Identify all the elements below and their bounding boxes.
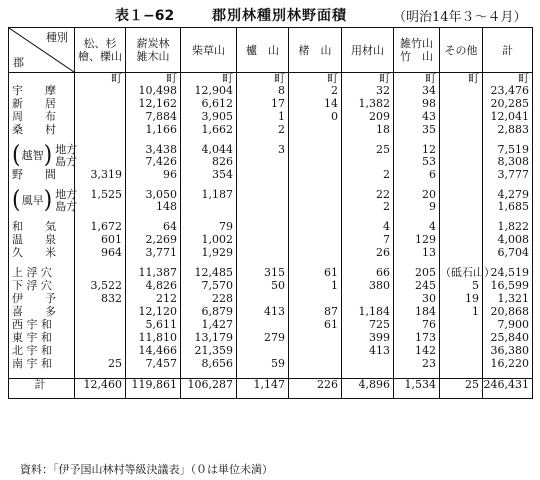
column-header: 松、杉 檜、櫟山	[75, 28, 126, 73]
table-row	[9, 98, 533, 111]
column-header: 薪炭林 雑木山	[126, 28, 181, 73]
table-cell: 12,904	[181, 85, 237, 98]
table-cell: 24,519	[483, 267, 533, 280]
district-label: 上 浮 穴	[9, 267, 75, 280]
unit-cell: 町	[237, 73, 289, 86]
table-cell: 8,656	[181, 358, 237, 371]
table-cell: 4,008	[483, 234, 533, 247]
table-cell	[181, 144, 237, 169]
forest-area-table	[8, 27, 533, 399]
table-cell	[394, 144, 440, 169]
total-cell: 1,534	[394, 379, 440, 399]
table-row	[9, 124, 533, 137]
table-cell: 315	[237, 267, 289, 280]
table-row	[9, 182, 533, 189]
table-cell: 380	[342, 280, 394, 293]
table-cell: 1	[237, 111, 289, 124]
table-cell	[289, 234, 342, 247]
table-cell	[289, 189, 342, 214]
table-cell: 245	[394, 280, 440, 293]
table-cell	[483, 144, 533, 169]
value: 9	[429, 200, 436, 213]
table-cell	[75, 85, 126, 98]
column-header: 楮 山	[289, 28, 342, 73]
table-cell: 79	[181, 221, 237, 234]
table-cell: 2,269	[126, 234, 181, 247]
value: 7,426	[145, 155, 177, 168]
total-cell: 106,287	[181, 379, 237, 399]
table-row	[9, 247, 533, 260]
table-cell: 7	[342, 234, 394, 247]
table-cell: 3,905	[181, 111, 237, 124]
total-cell: 12,460	[75, 379, 126, 399]
table-cell: 10,498	[126, 85, 181, 98]
table-cell: 20,285	[483, 98, 533, 111]
unit-cell: 町	[181, 73, 237, 86]
table-cell: 96	[126, 169, 181, 182]
table-cell: 1,929	[181, 247, 237, 260]
table-row	[9, 144, 533, 169]
table-cell	[289, 358, 342, 371]
table-cell: 16,599	[483, 280, 533, 293]
table-cell: 601	[75, 234, 126, 247]
table-cell	[237, 144, 289, 169]
district-subdivision: 島方	[55, 200, 78, 213]
table-cell	[289, 124, 342, 137]
table-cell	[440, 221, 483, 234]
table-cell: 3,319	[75, 169, 126, 182]
table-cell: 399	[342, 332, 394, 345]
table-cell: 1,662	[181, 124, 237, 137]
table-cell	[75, 332, 126, 345]
table-cell: 36,380	[483, 345, 533, 358]
table-cell	[237, 234, 289, 247]
total-cell: 119,861	[126, 379, 181, 399]
table-cell	[342, 189, 394, 214]
table-cell: 1	[289, 280, 342, 293]
unit-row	[9, 73, 533, 86]
table-cell: 354	[181, 169, 237, 182]
table-cell: 11,387	[126, 267, 181, 280]
table-cell: 26	[342, 247, 394, 260]
table-cell: （砥石山）	[440, 266, 495, 279]
table-cell: 6	[394, 169, 440, 182]
table-cell: 5,611	[126, 319, 181, 332]
district-label: 桑 村	[9, 124, 75, 137]
table-cell: 21,359	[181, 345, 237, 358]
district-label: 新 居	[9, 98, 75, 111]
district-group-name: 越智	[21, 149, 44, 162]
table-cell: 14,466	[126, 345, 181, 358]
district-group-name: 風早	[21, 194, 44, 207]
total-cell: 1,147	[237, 379, 289, 399]
unit-cell: 町	[483, 73, 533, 86]
table-cell: 8	[237, 85, 289, 98]
unit-cell: 町	[394, 73, 440, 86]
district-label: 宇 摩	[9, 85, 75, 98]
value: 826	[212, 155, 233, 168]
table-cell: 725	[342, 319, 394, 332]
district-label: 周 布	[9, 111, 75, 124]
table-cell: 2	[237, 124, 289, 137]
table-cell	[440, 111, 483, 124]
table-row	[9, 137, 533, 144]
table-cell: 23,476	[483, 85, 533, 98]
table-cell: 3,522	[75, 280, 126, 293]
column-header: 柴草山	[181, 28, 237, 73]
table-cell: 14	[289, 98, 342, 111]
district-label: 南 宇 和	[9, 358, 75, 371]
district-label: 和 気	[9, 221, 75, 234]
table-cell	[237, 189, 289, 214]
table-cell: 43	[394, 111, 440, 124]
unit-cell: 町	[126, 73, 181, 86]
table-cell: 50	[237, 280, 289, 293]
table-cell: 3,771	[126, 247, 181, 260]
table-cell: 0	[289, 111, 342, 124]
value: 25	[376, 143, 390, 156]
table-cell	[440, 189, 483, 214]
value: 20	[422, 188, 436, 201]
table-cell: 7,884	[126, 111, 181, 124]
table-cell: 4,826	[126, 280, 181, 293]
table-cell: 64	[126, 221, 181, 234]
table-cell: 209	[342, 111, 394, 124]
table-cell: 129	[394, 234, 440, 247]
total-cell: 25	[440, 379, 483, 399]
table-cell	[440, 234, 483, 247]
table-cell	[237, 221, 289, 234]
table-cell: 832	[75, 293, 126, 306]
table-cell: 66	[342, 267, 394, 280]
table-row	[9, 214, 533, 221]
table-cell: 184	[394, 306, 440, 319]
table-cell: 1,822	[483, 221, 533, 234]
table-cell: 1,427	[181, 319, 237, 332]
table-cell: 11,810	[126, 332, 181, 345]
district-label: 北 宇 和	[9, 345, 75, 358]
table-cell	[289, 345, 342, 358]
table-number: 表１−62	[115, 8, 175, 24]
total-cell: 226	[289, 379, 342, 399]
table-title	[0, 5, 540, 25]
table-cell: 76	[394, 319, 440, 332]
table-cell: 59	[237, 358, 289, 371]
value: 7,519	[497, 143, 529, 156]
table-cell: 18	[342, 124, 394, 137]
table-cell	[75, 319, 126, 332]
table-cell: 13,179	[181, 332, 237, 345]
value: 3	[278, 143, 285, 156]
value: 12	[422, 143, 436, 156]
district-label: ( 越智 ) 地方 島方	[9, 144, 75, 169]
table-cell: 17	[237, 98, 289, 111]
table-cell: 61	[289, 267, 342, 280]
table-cell	[289, 221, 342, 234]
table-cell: 7,570	[181, 280, 237, 293]
table-cell	[181, 189, 237, 214]
table-cell	[440, 332, 483, 345]
table-cell	[237, 247, 289, 260]
value: 4,279	[497, 188, 529, 201]
value: 1,187	[201, 188, 233, 201]
table-cell	[440, 98, 483, 111]
district-label: ( 風早 ) 地方 島方	[9, 189, 75, 214]
table-cell	[289, 169, 342, 182]
table-period: （明治14年３〜４月）	[393, 10, 527, 25]
table-cell: 212	[126, 293, 181, 306]
table-cell: 35	[394, 124, 440, 137]
corner-type-label: 種別	[46, 31, 68, 44]
value: 22	[376, 188, 390, 201]
district-subdivision: 地方	[55, 188, 78, 201]
table-cell: 30	[394, 293, 440, 306]
table-cell: 12,162	[126, 98, 181, 111]
district-subdivision: 島方	[55, 155, 78, 168]
table-cell	[75, 144, 126, 169]
value: 1,525	[90, 188, 122, 201]
table-cell: 6,879	[181, 306, 237, 319]
table-cell: 413	[342, 345, 394, 358]
table-cell	[237, 169, 289, 182]
table-row	[9, 169, 533, 182]
header-corner	[9, 28, 75, 73]
table-cell: 16,220	[483, 358, 533, 371]
total-cell: 246,431	[483, 379, 533, 399]
unit-cell: 町	[440, 73, 483, 86]
corner-district-label: 郡	[13, 56, 24, 69]
table-cell: 3,777	[483, 169, 533, 182]
table-cell	[75, 306, 126, 319]
value: 8,308	[497, 155, 529, 168]
value: 4,044	[201, 143, 233, 156]
column-header: 雑竹山 竹 山	[394, 28, 440, 73]
table-cell	[394, 189, 440, 214]
value: 3,438	[145, 143, 177, 156]
source-note: 資料：「伊予国山林村等級決議表」（０は単位未満）	[20, 463, 273, 476]
table-cell: 25,840	[483, 332, 533, 345]
unit-cell: 町	[342, 73, 394, 86]
table-cell	[289, 332, 342, 345]
district-label: 伊 予	[9, 293, 75, 306]
district-label: 東 宇 和	[9, 332, 75, 345]
table-cell: 61	[289, 319, 342, 332]
table-cell: 142	[394, 345, 440, 358]
table-row	[9, 306, 533, 319]
table-cell	[440, 358, 483, 371]
table-cell	[75, 98, 126, 111]
table-cell: 1	[440, 306, 483, 319]
value: 148	[156, 200, 177, 213]
table-name: 郡別林種別林野面積	[212, 8, 347, 24]
table-cell: 13	[394, 247, 440, 260]
table-cell	[483, 189, 533, 214]
table-cell	[126, 144, 181, 169]
column-header: 用材山	[342, 28, 394, 73]
table-cell: 7,457	[126, 358, 181, 371]
table-cell	[440, 319, 483, 332]
table-cell: 19	[440, 293, 483, 306]
table-cell	[440, 247, 483, 260]
table-cell: 4	[394, 221, 440, 234]
table-cell: 98	[394, 98, 440, 111]
table-row	[9, 280, 533, 293]
unit-cell: 町	[289, 73, 342, 86]
district-label: 下 浮 穴	[9, 280, 75, 293]
table-cell	[289, 247, 342, 260]
table-row	[9, 111, 533, 124]
value: 1,685	[497, 200, 529, 213]
table-cell: 205	[394, 267, 440, 280]
total-cell: 4,896	[342, 379, 394, 399]
table-row	[9, 189, 533, 214]
table-cell: 7,900	[483, 319, 533, 332]
district-label: 喜 多	[9, 306, 75, 319]
table-cell: 12,485	[181, 267, 237, 280]
table-cell: 23	[394, 358, 440, 371]
district-label: 西 宇 和	[9, 319, 75, 332]
table-row	[9, 221, 533, 234]
table-cell: 6,612	[181, 98, 237, 111]
table-row	[9, 358, 533, 371]
column-header: 櫨 山	[237, 28, 289, 73]
column-header: 計	[483, 28, 533, 73]
table-cell	[440, 144, 483, 169]
table-cell: 413	[237, 306, 289, 319]
district-label: 久 米	[9, 247, 75, 260]
table-cell: 279	[237, 332, 289, 345]
table-cell: 32	[342, 85, 394, 98]
table-row	[9, 332, 533, 345]
table-cell: 20,868	[483, 306, 533, 319]
table-cell: 34	[394, 85, 440, 98]
table-cell	[440, 85, 483, 98]
table-cell: 5	[440, 280, 483, 293]
table-cell: 228	[181, 293, 237, 306]
table-row	[9, 234, 533, 247]
table-cell: 12,120	[126, 306, 181, 319]
total-label: 計	[9, 379, 75, 399]
table-cell: 2,883	[483, 124, 533, 137]
table-cell: 1,184	[342, 306, 394, 319]
table-cell: 173	[394, 332, 440, 345]
table-cell	[440, 345, 483, 358]
table-cell: 1,672	[75, 221, 126, 234]
column-header: その他	[440, 28, 483, 73]
unit-cell: 町	[75, 73, 126, 86]
table-cell	[440, 169, 483, 182]
table-cell	[126, 189, 181, 214]
table-cell: 964	[75, 247, 126, 260]
district-subdivision: 地方	[55, 143, 78, 156]
table-cell	[75, 124, 126, 137]
value: 2	[383, 200, 390, 213]
table-cell: 2	[342, 169, 394, 182]
table-cell	[342, 358, 394, 371]
table-cell: 12,041	[483, 111, 533, 124]
table-cell	[75, 111, 126, 124]
table-cell	[342, 144, 394, 169]
table-cell: 1,321	[483, 293, 533, 306]
district-label: 野 間	[9, 169, 75, 182]
table-cell: 6,704	[483, 247, 533, 260]
table-cell: 1,166	[126, 124, 181, 137]
table-cell	[440, 124, 483, 137]
value: 3,050	[145, 188, 177, 201]
table-cell: 4	[342, 221, 394, 234]
table-row	[9, 379, 533, 399]
table-cell: 25	[75, 358, 126, 371]
district-label: 温 泉	[9, 234, 75, 247]
table-cell: 87	[289, 306, 342, 319]
value: 53	[422, 155, 436, 168]
table-cell: 1,002	[181, 234, 237, 247]
table-cell	[75, 189, 126, 214]
table-cell: 1,382	[342, 98, 394, 111]
table-cell: 2	[289, 85, 342, 98]
table-cell	[289, 144, 342, 169]
